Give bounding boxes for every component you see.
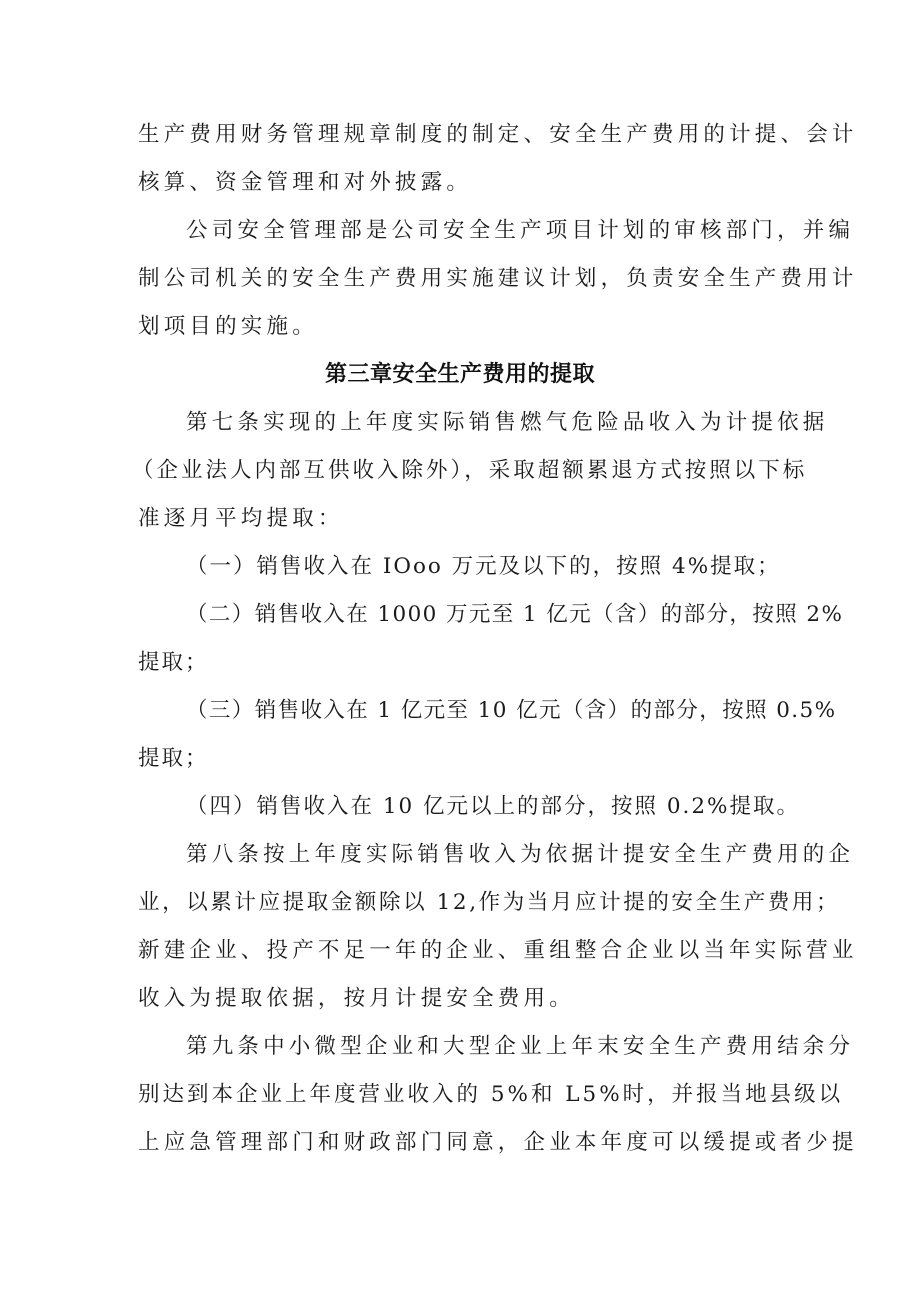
body-text-line: 业，以累计应提取金额除以 12,作为当月应计提的安全生产费用； <box>138 890 841 915</box>
body-text-line: 划项目的实施。 <box>138 314 318 339</box>
list-item-4: （四）销售收入在 10 亿元以上的部分，按照 0.2%提取。 <box>186 794 800 819</box>
body-text-line: 收入为提取依据，按月计提安全费用。 <box>138 986 575 1011</box>
list-item-1: （一）销售收入在 IOoo 万元及以下的，按照 4%提取； <box>186 554 781 579</box>
body-text-line: 核算、资金管理和对外披露。 <box>138 170 473 195</box>
article-9-first-line: 第九条中小微型企业和大型企业上年末安全生产费用结余分 <box>186 1034 855 1059</box>
list-item-3: （三）销售收入在 1 亿元至 10 亿元（含）的部分，按照 0.5% <box>186 698 837 723</box>
chapter-heading: 第三章安全生产费用的提取 <box>324 362 595 387</box>
body-text-line: 生产费用财务管理规章制度的制定、安全生产费用的计提、会计 <box>138 122 858 147</box>
list-item-2-continuation: 提取； <box>138 650 209 675</box>
body-text-line: 新建企业、投产不足一年的企业、重组整合企业以当年实际营业 <box>138 938 858 963</box>
list-item-2: （二）销售收入在 1000 万元至 1 亿元（含）的部分，按照 2% <box>186 602 844 627</box>
body-text-line: 准逐月平均提取： <box>138 506 344 531</box>
paragraph-first-line: 公司安全管理部是公司安全生产项目计划的审核部门，并编 <box>186 218 855 243</box>
body-text-line: （企业法人内部互供收入除外），采取超额累退方式按照以下标 <box>132 458 808 483</box>
body-text-line: 别达到本企业上年度营业收入的 5%和 L5%时，并报当地县级以 <box>138 1082 844 1107</box>
list-item-3-continuation: 提取； <box>138 746 209 771</box>
body-text-line: 制公司机关的安全生产费用实施建议计划，负责安全生产费用计 <box>138 266 858 291</box>
body-text-line: 上应急管理部门和财政部门同意，企业本年度可以缓提或者少提 <box>138 1130 858 1155</box>
article-8-first-line: 第八条按上年度实际销售收入为依据计提安全生产费用的企 <box>186 842 855 867</box>
article-7-first-line: 第七条实现的上年度实际销售燃气危险品收入为计提依据 <box>186 410 829 435</box>
